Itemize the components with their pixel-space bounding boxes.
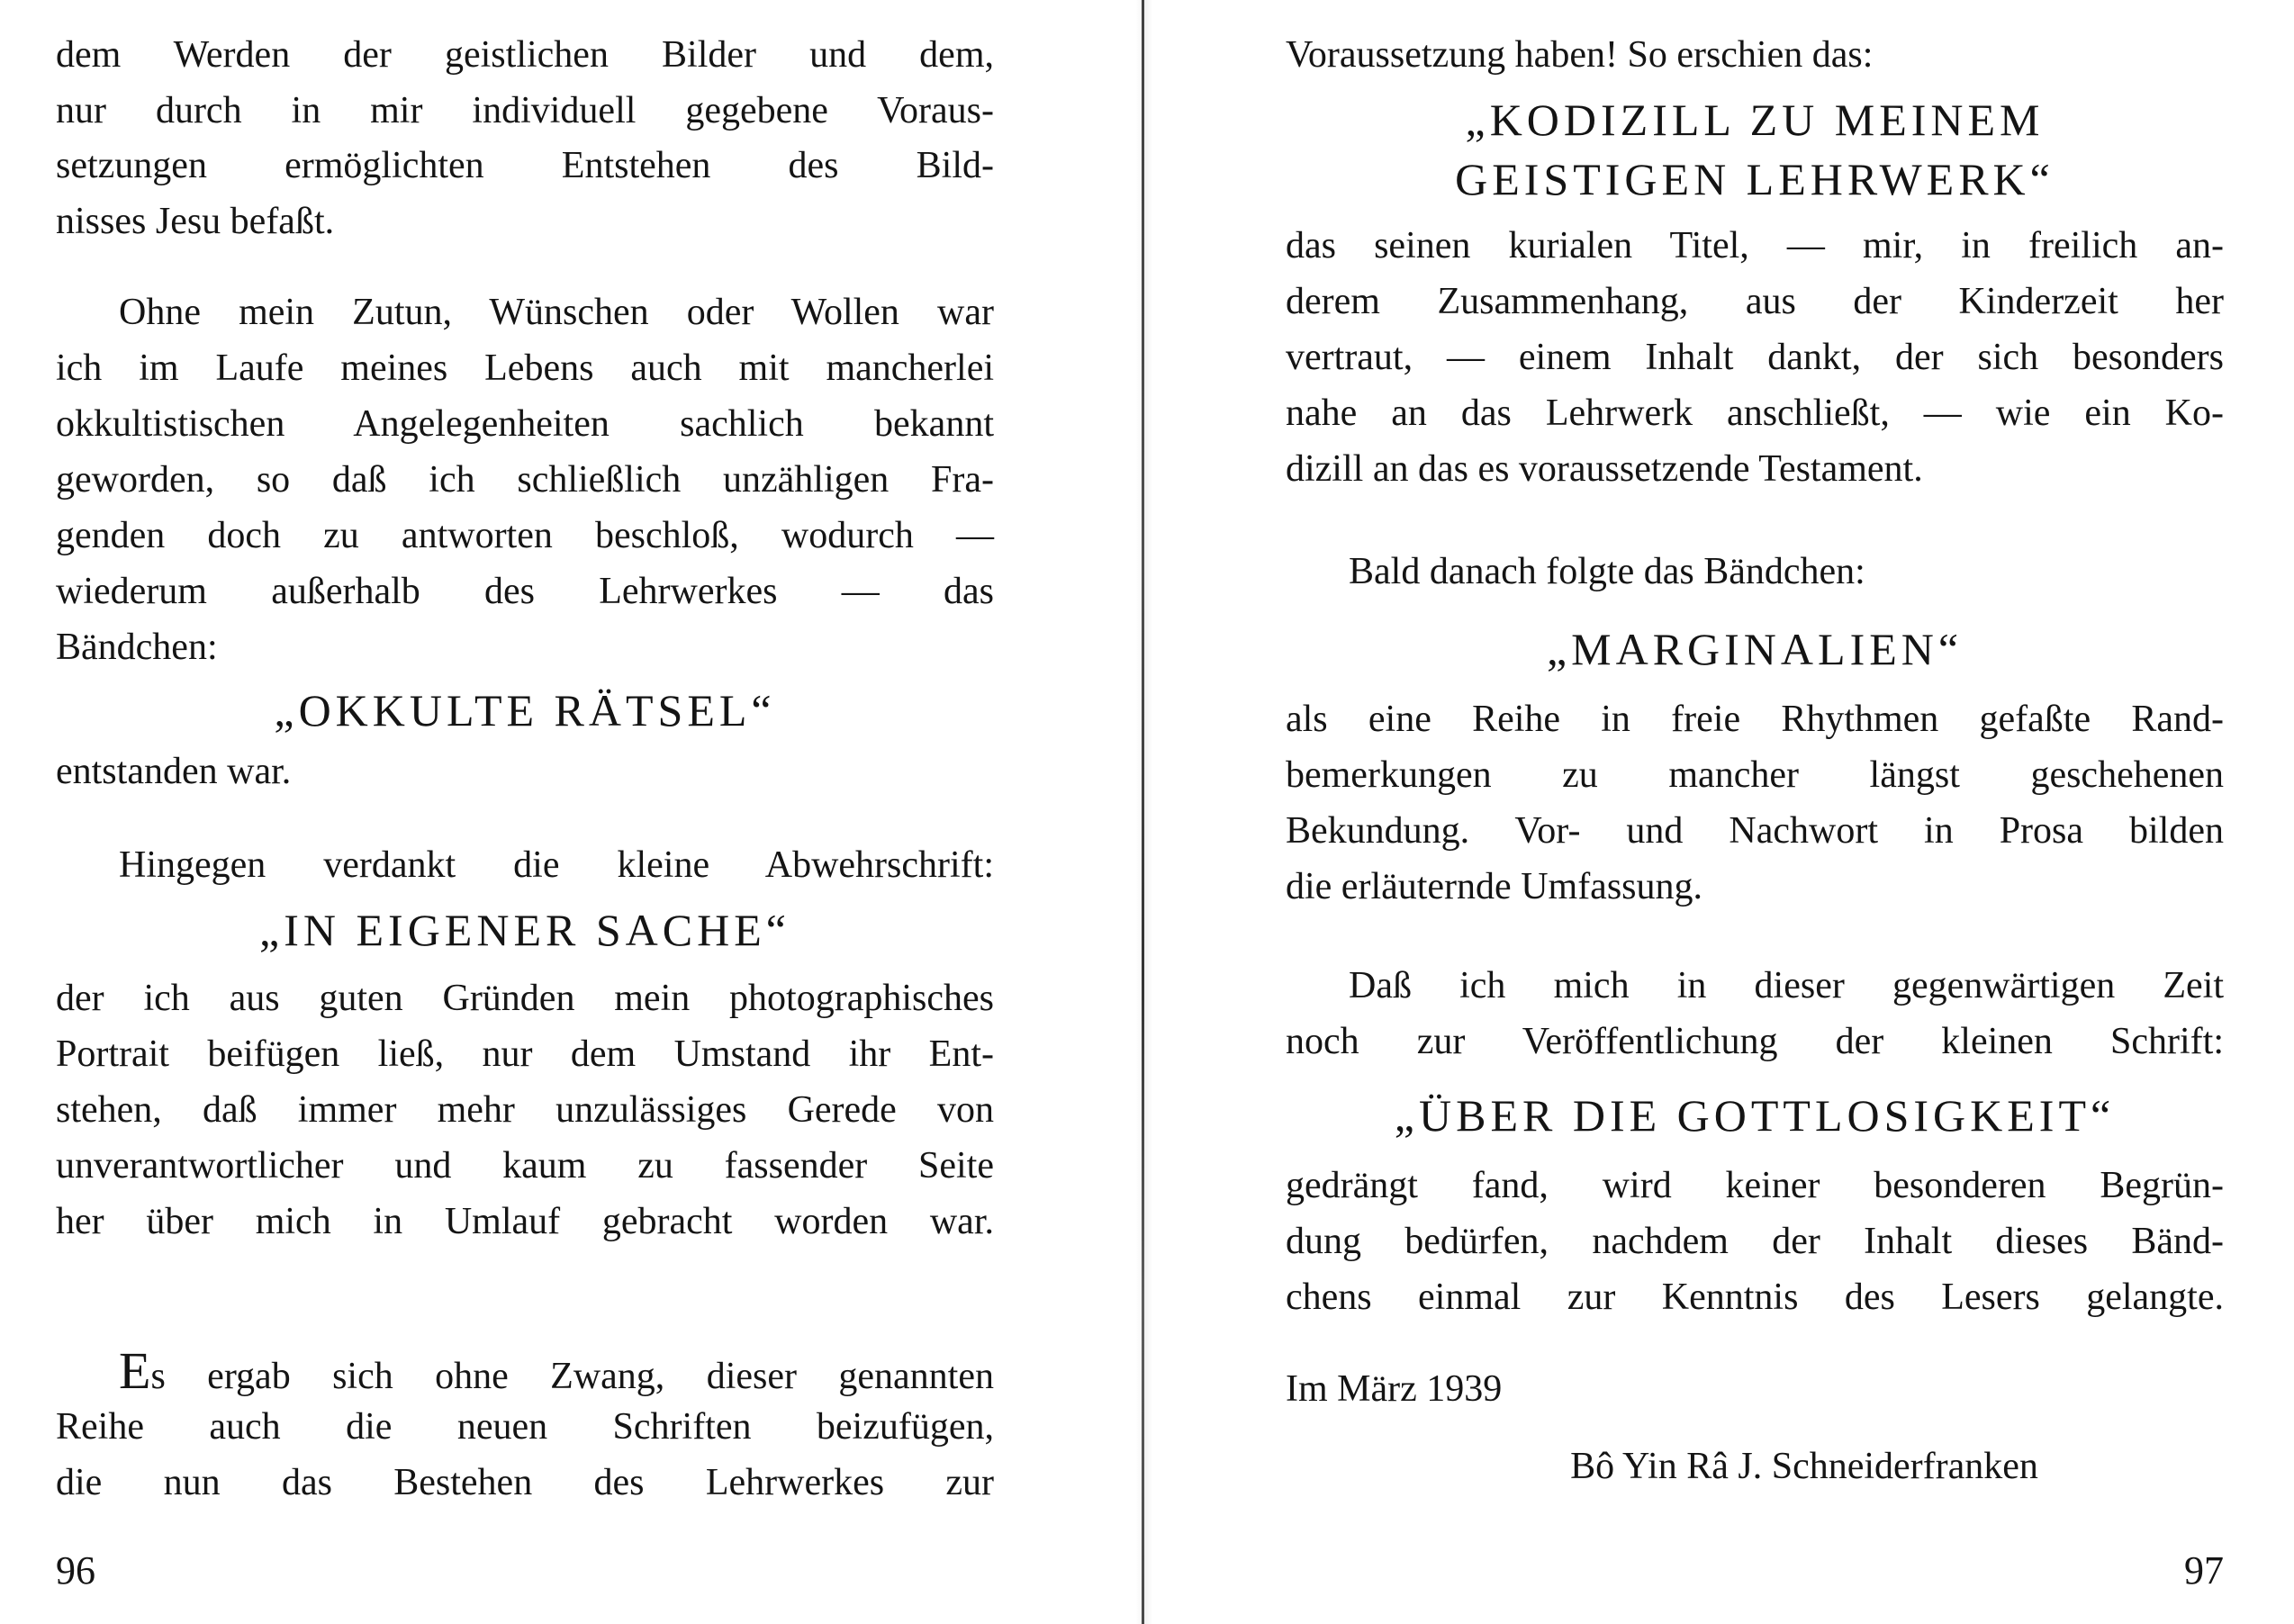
book-title-kodizill-line-1: „KODIZILL ZU MEINEM — [1465, 95, 2045, 145]
text-line: derem Zusammenhang, aus der Kinderzeit her — [1286, 281, 2224, 322]
text-line: Portrait beifügen ließ, nur dem Umstand ihr Ent- — [56, 1033, 994, 1075]
text-line: okkultistischen Angelegenheiten sachlich bekannt — [56, 403, 994, 445]
book-title-in-eigener-sache: „IN EIGENER SACHE“ — [259, 905, 790, 955]
book-title-ueber-die-gottlosigkeit: „ÜBER DIE GOTTLOSIGKEIT“ — [1394, 1090, 2116, 1141]
text-line: Bekundung. Vor- und Nachwort in Prosa bilden — [1286, 810, 2224, 852]
book-title-okkulte-raetsel: „OKKULTE RÄTSEL“ — [274, 685, 776, 735]
drop-cap: E — [119, 1341, 151, 1400]
text-line: Bändchen: — [56, 627, 218, 668]
text-line: chens einmal zur Kenntnis des Lesers gelangte. — [1286, 1277, 2224, 1318]
text-line: bemerkungen zu mancher längst geschehenen — [1286, 754, 2224, 796]
text-line: vertraut, — einem Inhalt dankt, der sich besonders — [1286, 337, 2224, 378]
text-line: nur durch in mir individuell gegebene Voraus- — [56, 90, 994, 131]
text-line: Voraussetzung haben! So erschien das: — [1286, 34, 1874, 76]
text-line: gedrängt fand, wird keiner besonderen Begrün- — [1286, 1165, 2224, 1206]
text-line: das seinen kurialen Titel, — mir, in freilich an- — [1286, 225, 2224, 266]
author-signature: Bô Yin Râ J. Schneiderfranken — [1570, 1446, 2038, 1487]
text-line: die erläuternde Umfassung. — [1286, 866, 1703, 907]
text-line: Reihe auch die neuen Schriften beizufügen, — [56, 1406, 994, 1448]
text-line: noch zur Veröffentlichung der kleinen Schrift: — [1286, 1021, 2224, 1062]
text-line: der ich aus guten Gründen mein photographisches — [56, 978, 994, 1019]
text-fragment: s ergab sich ohne Zwang, dieser genannten — [150, 1356, 994, 1397]
date-line: Im März 1939 — [1286, 1368, 1503, 1410]
text-line: dizill an das es voraussetzende Testament. — [1286, 448, 1923, 490]
page-number: 97 — [2184, 1548, 2224, 1592]
text-line: Daß ich mich in dieser gegenwärtigen Zeit — [1349, 965, 2224, 1006]
book-gutter — [1142, 0, 1144, 1624]
book-gutter-shadow — [1136, 0, 1152, 1624]
text-line: nisses Jesu befaßt. — [56, 201, 335, 242]
text-line: die nun das Bestehen des Lehrwerkes zur — [56, 1462, 994, 1503]
text-line-with-dropcap — [56, 1343, 994, 1404]
text-line: unverantwortlicher und kaum zu fassender Seite — [56, 1145, 994, 1186]
text-line: dem Werden der geistlichen Bilder und dem, — [56, 34, 994, 76]
text-line: stehen, daß immer mehr unzulässiges Gerede von — [56, 1089, 994, 1131]
page-number: 96 — [56, 1548, 95, 1592]
text-line: ich im Laufe meines Lebens auch mit mancherlei — [56, 347, 994, 389]
text-line: wiederum außerhalb des Lehrwerkes — das — [56, 571, 994, 612]
text-line: her über mich in Umlauf gebracht worden war. — [56, 1201, 994, 1242]
text-line: geworden, so daß ich schließlich unzähligen Fra- — [56, 459, 994, 501]
text-line: setzungen ermöglichten Entstehen des Bild- — [56, 145, 994, 186]
text-line: dung bedürfen, nachdem der Inhalt dieses Bänd- — [1286, 1221, 2224, 1262]
text-line: Ohne mein Zutun, Wünschen oder Wollen war — [119, 292, 994, 333]
text-line: als eine Reihe in freie Rhythmen gefaßte Rand- — [1286, 699, 2224, 740]
text-line: genden doch zu antworten beschloß, wodurch — — [56, 515, 994, 556]
text-line: Bald danach folgte das Bändchen: — [1349, 551, 1865, 592]
book-title-kodizill-line-2: GEISTIGEN LEHRWERK“ — [1455, 154, 2055, 204]
text-line: Hingegen verdankt die kleine Abwehrschrift: — [119, 844, 994, 886]
text-line: entstanden war. — [56, 751, 292, 792]
book-title-marginalien: „MARGINALIEN“ — [1546, 624, 1964, 674]
text-line: nahe an das Lehrwerk anschließt, — wie ein Ko- — [1286, 392, 2224, 434]
